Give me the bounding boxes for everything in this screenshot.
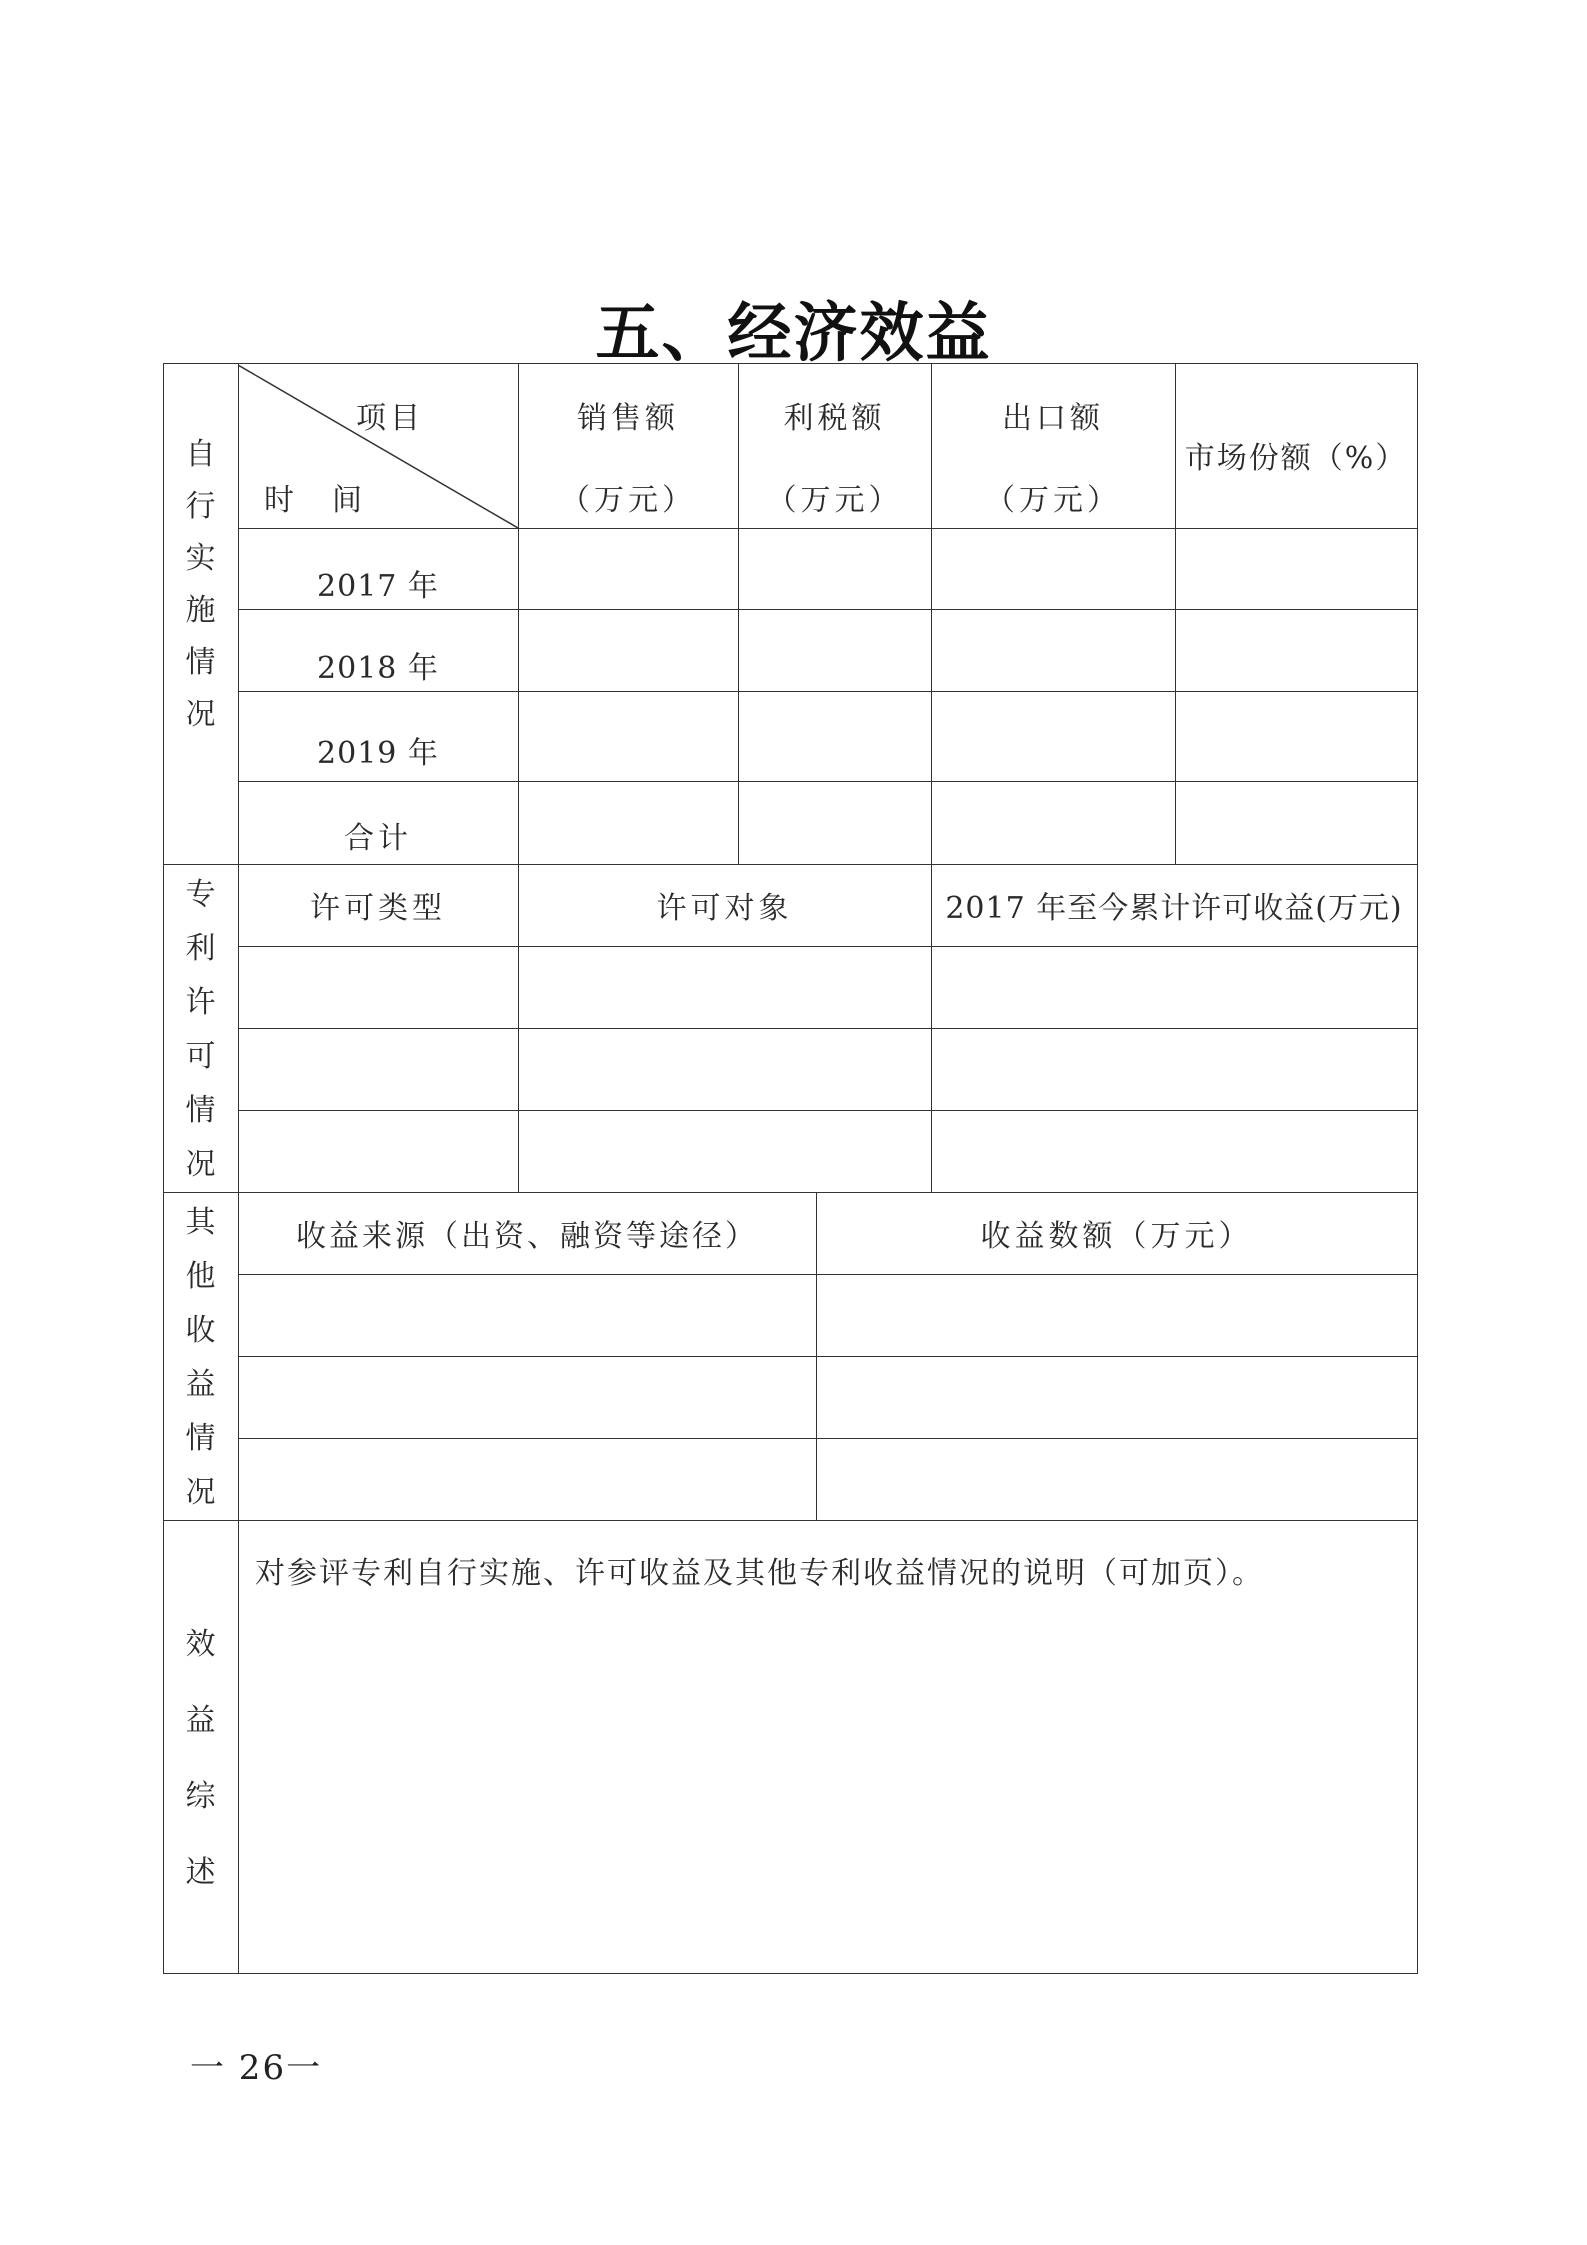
row-label-2018: 2018 年 [317, 651, 439, 686]
row-divider [238, 1274, 1418, 1275]
section-label-patent-licensing [163, 877, 238, 1182]
label-char: 情 [185, 1421, 216, 1456]
col-divider [738, 363, 739, 864]
header-income-source: 收益来源（出资、融资等途径） [296, 1219, 758, 1254]
row-divider [238, 1028, 1418, 1029]
label-char: 情 [185, 645, 216, 680]
header-income-amount: 收益数额（万元） [980, 1219, 1253, 1254]
header-sales: 销售额 [577, 401, 679, 436]
label-char: 况 [185, 697, 216, 732]
header-license-type: 许可类型 [310, 891, 446, 926]
label-char: 专 [185, 877, 216, 912]
row-divider [238, 609, 1418, 610]
header-market-share: 市场份额（%） [1184, 441, 1408, 476]
label-char: 述 [185, 1855, 216, 1890]
label-char: 行 [185, 489, 216, 524]
row-divider [238, 1110, 1418, 1111]
summary-instruction: 对参评专利自行实施、许可收益及其他专利收益情况的说明（可加页）。 [255, 1556, 1264, 1591]
row-label-2017: 2017 年 [317, 569, 439, 604]
label-char: 他 [185, 1259, 216, 1294]
section-label-other-income [163, 1205, 238, 1510]
row-label-total: 合计 [344, 821, 412, 856]
row-divider [238, 1438, 1418, 1439]
label-char: 益 [185, 1367, 216, 1402]
label-char: 综 [185, 1779, 216, 1814]
table-right-border [1417, 363, 1418, 1973]
label-char: 自 [185, 437, 216, 472]
label-char: 可 [185, 1039, 216, 1074]
header-sales-unit: （万元） [560, 483, 696, 518]
label-char: 施 [185, 593, 216, 628]
label-char: 利 [185, 931, 216, 966]
section-divider [163, 1520, 1418, 1521]
label-char: 收 [185, 1313, 216, 1348]
header-export-unit: （万元） [985, 483, 1121, 518]
row-divider [238, 1356, 1418, 1357]
section-label-benefit-summary [163, 1627, 238, 1890]
label-column-divider [238, 363, 239, 1973]
row-divider [238, 528, 1418, 529]
page-number: 一 26一 [190, 2048, 323, 2088]
row-divider [238, 946, 1418, 947]
table-top-border [163, 363, 1418, 364]
table-bottom-border [163, 1973, 1418, 1974]
header-tax-unit: （万元） [766, 483, 903, 518]
row-divider [238, 781, 1418, 782]
header-license-income: 2017 年至今累计许可收益(万元) [945, 891, 1403, 926]
header-tax: 利税额 [783, 401, 886, 436]
header-time: 时 间 [264, 483, 366, 518]
label-char: 其 [185, 1205, 216, 1240]
label-char: 况 [185, 1475, 216, 1510]
page-title: 五、经济效益 [595, 297, 992, 371]
label-char: 效 [185, 1627, 216, 1662]
label-char: 况 [185, 1147, 216, 1182]
label-char: 情 [185, 1093, 216, 1128]
header-item: 项目 [356, 401, 424, 436]
row-label-2019: 2019 年 [317, 736, 439, 771]
label-char: 实 [185, 541, 216, 576]
row-divider [238, 691, 1418, 692]
col-divider [931, 363, 932, 864]
col-divider [518, 363, 519, 864]
label-char: 益 [185, 1703, 216, 1738]
label-char: 许 [185, 985, 216, 1020]
section-label-self-implementation [163, 437, 238, 732]
header-license-target: 许可对象 [656, 891, 793, 926]
header-export: 出口额 [1002, 401, 1104, 436]
